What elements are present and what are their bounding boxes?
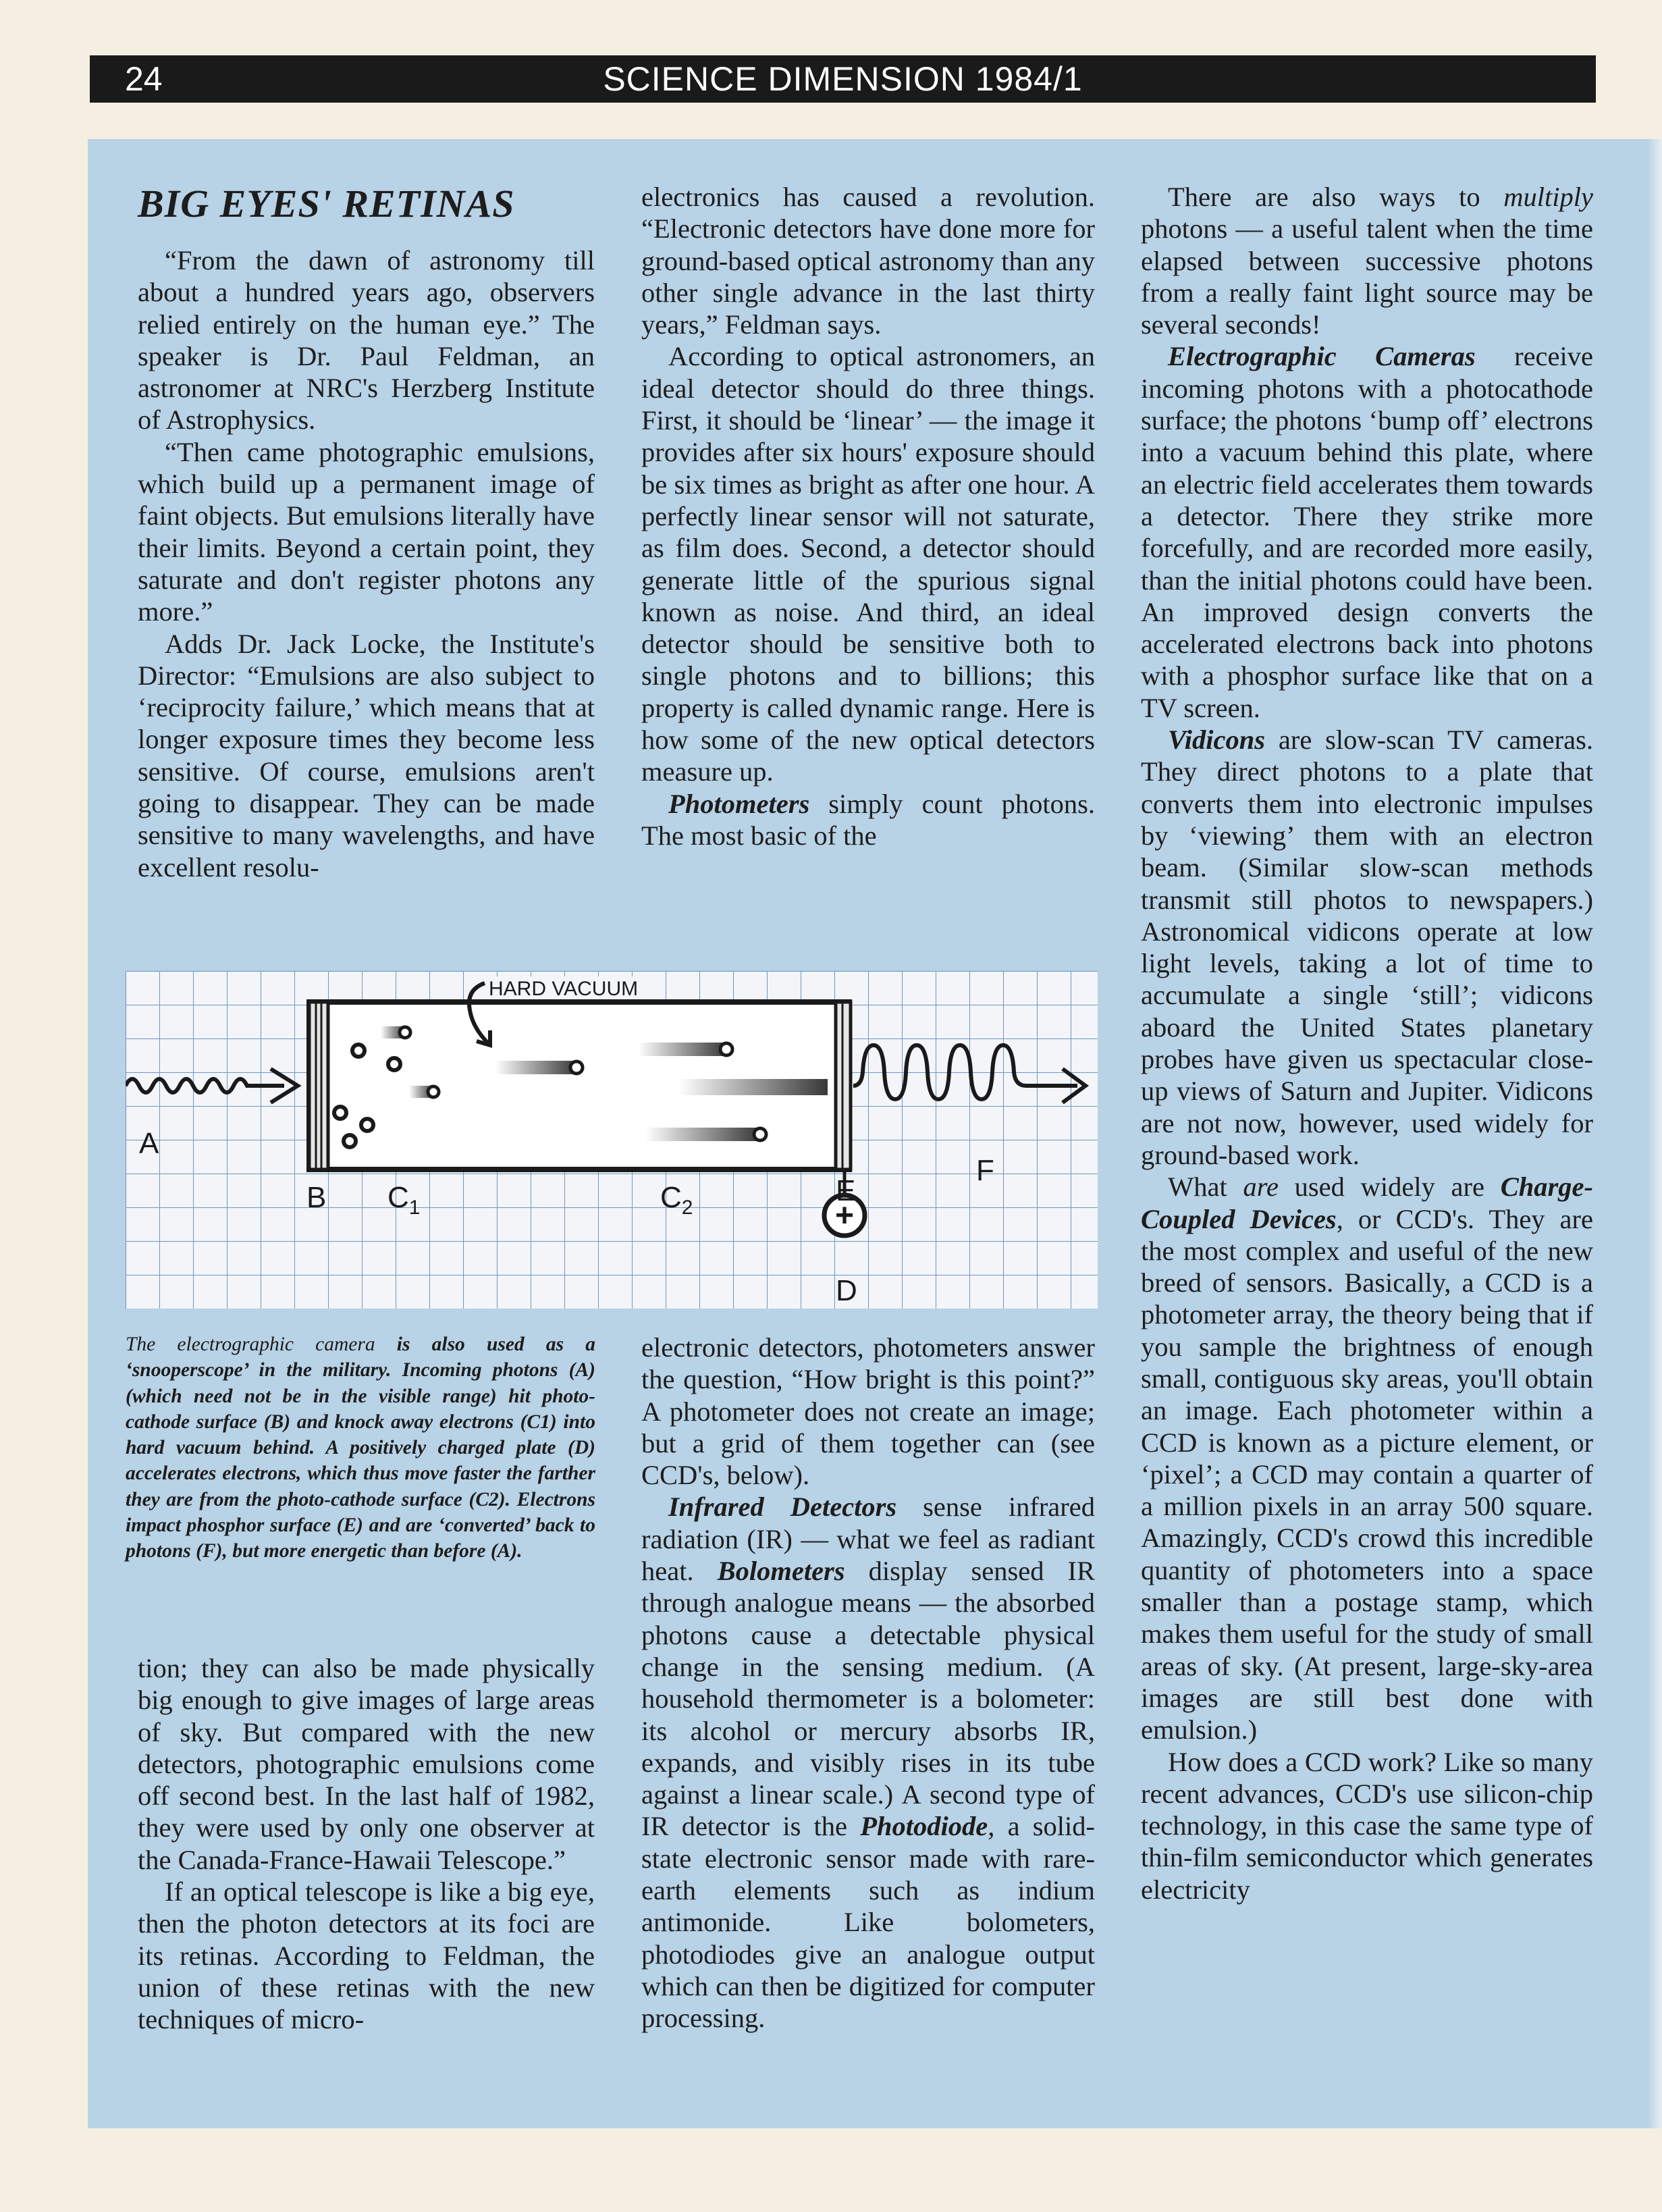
label-f: F	[976, 1154, 994, 1187]
text-run: There are also ways to	[1168, 182, 1504, 212]
label-e: E	[836, 1174, 856, 1207]
text-run: receive incoming photons with a photocathode surface; the photons ‘bump off’ electrons into a vacuum behind this plate, where an electric field accelerates them towards a detector. There they strike more forcefully, and are recorded more easily, than the initial photons could have been. An improved design converts the accelerated electrons back into photons with a phosphor surface like that on a TV screen.	[1141, 341, 1593, 723]
photocathode-plate	[309, 1002, 328, 1169]
paragraph: If an optical telescope is like a big eye, then the photon detectors at its foci are its retinas. According to Feldman, the union of these retinas with the new techniques of micro-	[138, 1876, 595, 2035]
text-run: sense infrared radiation (IR) — what we feel as radiant heat.	[641, 1492, 1095, 1587]
paragraph: Adds Dr. Jack Locke, the Institute's Director: “Emulsions are also subject to ‘reciprocity failure,’ which means that at longer exposure times they become less sensitive. Of course, emulsions aren't going to disappear. They can be made sensitive to many wavelengths, and have excellent resolu-	[138, 628, 595, 883]
article-title: BIG EYES' RETINAS	[138, 182, 515, 226]
text-run: are slow-scan TV cameras. They direct photons to a plate that converts them into electronic impulses by ‘viewing’ them with an electron beam. (Similar slow-scan methods transmit still photos to newspapers.) Astronomical vidicons operate at low light levels, taking a lot of time to accumulate a single ‘still’; vidicons aboard the United States planetary probes have given us spectacular close-up views of Saturn and Jupiter. Vidicons are not now, however, used widely for ground-based work.	[1141, 725, 1593, 1170]
electrographic-camera-diagram	[126, 971, 1098, 1309]
emphasis: are	[1243, 1171, 1279, 1203]
text-run: , a solid-state electronic sensor made with rare-earth elements such as indium antimonide. Like bolometers, photodiodes give an analogue output which can then be digitized for computer processing.	[641, 1811, 1095, 2034]
text-run: simply count photons. The most basic of the	[641, 788, 1095, 851]
text-run: , or CCD's. They are the most complex and useful of the new breed of sensors. Basically, a CCD is a photometer array, the theory being that if you sample the brightness of enough small, contiguous sky areas, you'll obtain an image. Each photometer within a CCD is known as a picture element, or ‘pixel’; a CCD may contain a quarter of a million pixels in an array 500 square. Amazingly, CCD's crowd this incredible quantity of photometers into a space smaller than a postage stamp, which makes them useful for the study of small areas of sky. (At present, large-sky-area images are still best done with emulsion.)	[1141, 1203, 1593, 1745]
paragraph: electronic detectors, photometers answer the question, “How bright is this point?” A photometer does not create an image; but a grid of them together can (see CCD's, below).	[641, 1332, 1095, 1491]
column-3	[1141, 181, 1593, 1905]
paragraph	[1141, 724, 1593, 1171]
text-run: used widely are	[1278, 1171, 1501, 1203]
paragraph	[641, 1491, 1095, 2034]
label-hard-vacuum: HARD VACUUM	[489, 978, 639, 1000]
column-2-top	[641, 181, 1095, 851]
term-ccd: Charge-Coupled Devices	[1141, 1171, 1593, 1234]
label-b: B	[306, 1181, 327, 1214]
term-photodiode: Photodiode	[860, 1811, 988, 1842]
plus-sign: +	[834, 1198, 855, 1234]
text-run: display sensed IR through analogue means — the absorbed photons cause a detectable physical change in the sensing medium. (A household thermometer is a bolometer: its alcohol or mercury absorbs IR, expands, and visibly rises in its tube against a linear scale.) A second type of IR detector is the	[641, 1556, 1095, 1842]
paragraph: “Then came photographic emulsions, which build up a permanent image of faint objects. But emulsions literally have their limits. Beyond a certain point, they saturate and don't register photons any more.”	[138, 436, 595, 627]
column-1-bottom	[138, 1652, 595, 2036]
label-c1-main: C	[387, 1181, 409, 1214]
header-bar	[90, 55, 1596, 103]
paragraph: “From the dawn of astronomy till about a hundred years ago, observers relied entirely on the human eye.” The speaker is Dr. Paul Feldman, an astronomer at NRC's Herzberg Institute of Astrophysics.	[138, 245, 595, 436]
paragraph	[641, 788, 1095, 852]
label-c2-sub: 2	[681, 1196, 693, 1219]
page-number: 24	[125, 60, 163, 98]
paragraph: tion; they can also be made physically big enough to give images of large areas of sky. But compared with the new detectors, photographic emulsions come off second best. In the last half of 1982, they were used by only one observer at the Canada-France-Hawaii Telescope.”	[138, 1653, 595, 1875]
emphasis: multiply	[1503, 182, 1593, 212]
label-c1-sub: 1	[408, 1196, 421, 1219]
caption-text: is also used as a ‘snooperscope’ in the military. Incoming photons (A) (which need not be in the visible range) hit photo-cathode surface (B) and knock away electrons (C1) into hard vacuum behind. A positively charged plate (D) accelerates electrons, which thus move faster the farther they are from the photo-cathode surface (C2). Electrons impact phosphor surface (E) and are ‘converted’ back to photons (F), but more energetic than before (A).	[126, 1334, 595, 1562]
paragraph	[1141, 1171, 1593, 1745]
term-electrographic-cameras: Electrographic Cameras	[1168, 341, 1476, 372]
magazine-title: SCIENCE DIMENSION 1984/1	[603, 60, 1083, 98]
text-run: photons — a useful talent when the time elapsed between successive photons from a really faint light source may be several seconds!	[1141, 213, 1593, 340]
paragraph	[1141, 181, 1593, 340]
text-run: What	[1168, 1171, 1243, 1203]
term-vidicons: Vidicons	[1168, 725, 1266, 756]
paragraph	[1141, 340, 1593, 724]
paragraph: How does a CCD work? Like so many recent advances, CCD's use silicon-chip technology, in this case the same type of thin-film semiconductor which generates electricity	[1141, 1746, 1593, 1905]
caption-lead: The electrographic camera	[126, 1334, 375, 1355]
label-d: D	[836, 1274, 857, 1307]
term-bolometers: Bolometers	[717, 1556, 845, 1587]
label-a: A	[139, 1127, 159, 1160]
column-2-bottom	[641, 1332, 1095, 2034]
paragraph: According to optical astronomers, an ideal detector should do three things. First, it should be ‘linear’ — the image it provides after six hours' exposure should be six times as bright as after one hour. A perfectly linear sensor will not saturate, as film does. Second, a detector should generate little of the spurious signal known as noise. And third, an ideal detector should be sensitive both to single photons and to billions; this property is called dynamic range. Here is how some of the new optical detectors measure up.	[641, 341, 1095, 787]
term-infrared-detectors: Infrared Detectors	[668, 1492, 897, 1523]
paragraph: electronics has caused a revolution. “Electronic detectors have done more for ground-based optical astronomy than any other single advance in the last thirty years,” Feldman says.	[641, 182, 1095, 340]
figure-caption	[126, 1332, 595, 1564]
term-photometers: Photometers	[668, 788, 810, 819]
page-edge	[1647, 139, 1662, 2128]
label-c2-main: C	[660, 1181, 682, 1214]
column-1-top	[138, 244, 595, 883]
